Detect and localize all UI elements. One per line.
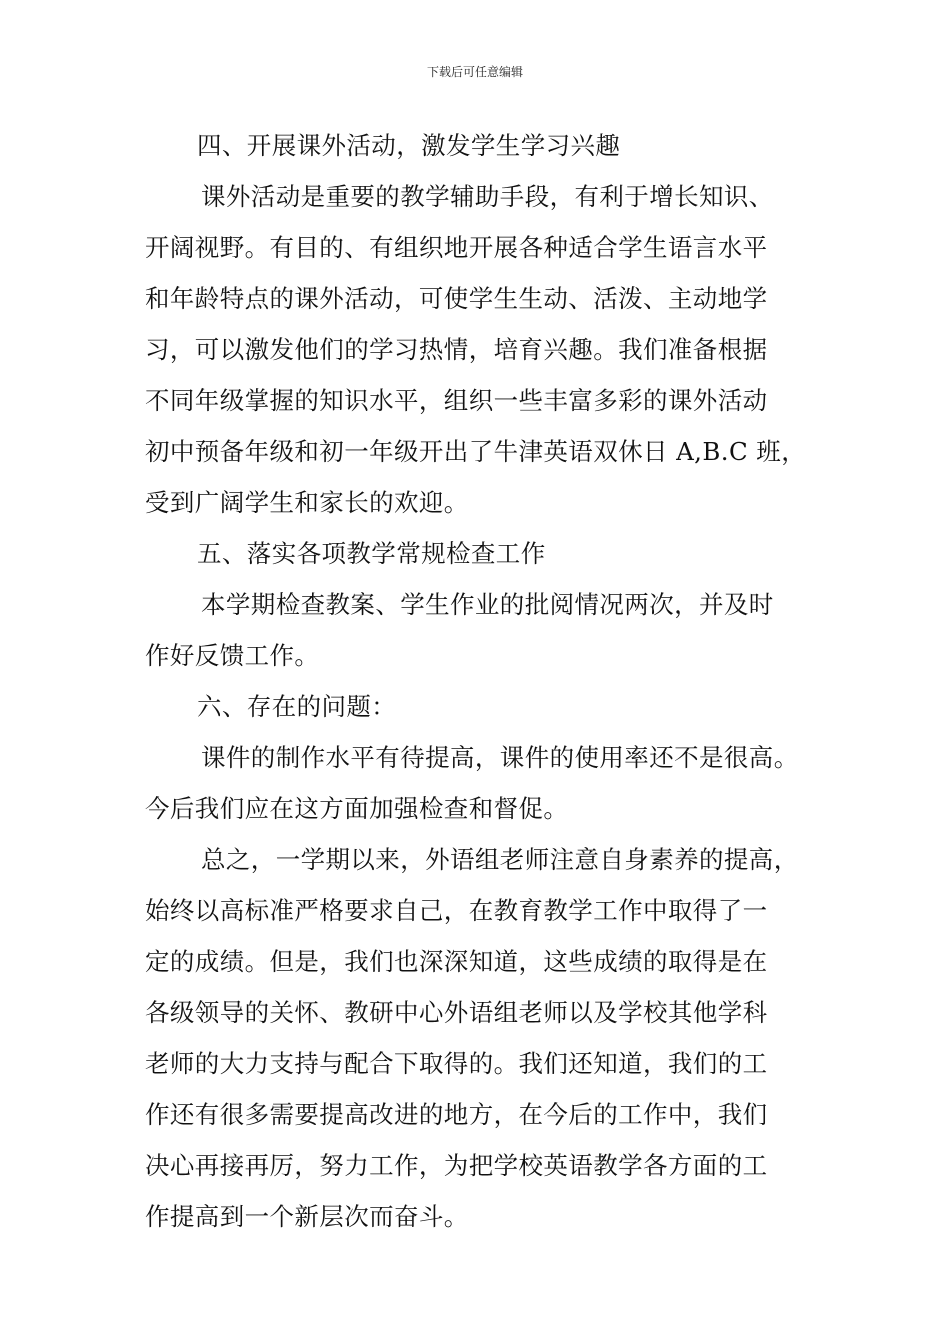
paragraph-line: 各级领导的关怀、教研中心外语组老师以及学校其他学科 (145, 998, 768, 1027)
paragraph-line: 课件的制作水平有待提高，课件的使用率还不是很高。 (201, 743, 799, 772)
paragraph-line: 决心再接再厉，努力工作，为把学校英语教学各方面的工 (145, 1151, 768, 1180)
paragraph-line: 受到广阔学生和家长的欢迎。 (145, 488, 469, 517)
paragraph-line: 本学期检查教案、学生作业的批阅情况两次，并及时 (201, 590, 774, 619)
paragraph-line: 不同年级掌握的知识水平，组织一些丰富多彩的课外活动 (145, 386, 768, 415)
paragraph-line: 老师的大力支持与配合下取得的。我们还知道，我们的工 (145, 1049, 768, 1078)
paragraph-line: 开阔视野。有目的、有组织地开展各种适合学生语言水平 (145, 233, 768, 262)
paragraph-line: 定的成绩。但是，我们也深深知道，这些成绩的取得是在 (145, 947, 768, 976)
paragraph-line: 作还有很多需要提高改进的地方，在今后的工作中，我们 (145, 1100, 768, 1129)
document-body (145, 120, 835, 1242)
section-heading-5: 五、落实各项教学常规检查工作 (197, 539, 546, 568)
paragraph-line: 总之，一学期以来，外语组老师注意自身素养的提高， (201, 845, 799, 874)
section-heading-6: 六、存在的问题： (197, 692, 397, 721)
page-header: 下载后可任意编辑 (426, 65, 523, 79)
paragraph-line: 作好反馈工作。 (145, 641, 320, 670)
paragraph-line: 作提高到一个新层次而奋斗。 (145, 1202, 469, 1231)
paragraph-line: 习，可以激发他们的学习热情，培育兴趣。我们准备根据 (145, 335, 768, 364)
paragraph-line: 课外活动是重要的教学辅助手段，有利于增长知识、 (201, 182, 774, 211)
section-heading-4: 四、开展课外活动，激发学生学习兴趣 (197, 131, 621, 160)
paragraph-line: 今后我们应在这方面加强检查和督促。 (145, 794, 569, 823)
paragraph-line: 和年龄特点的课外活动，可使学生生动、活泼、主动地学 (145, 284, 768, 313)
paragraph-line: 初中预备年级和初一年级开出了牛津英语双休日 A,B.C 班， (145, 437, 807, 466)
paragraph-line: 始终以高标准严格要求自己，在教育教学工作中取得了一 (145, 896, 768, 925)
